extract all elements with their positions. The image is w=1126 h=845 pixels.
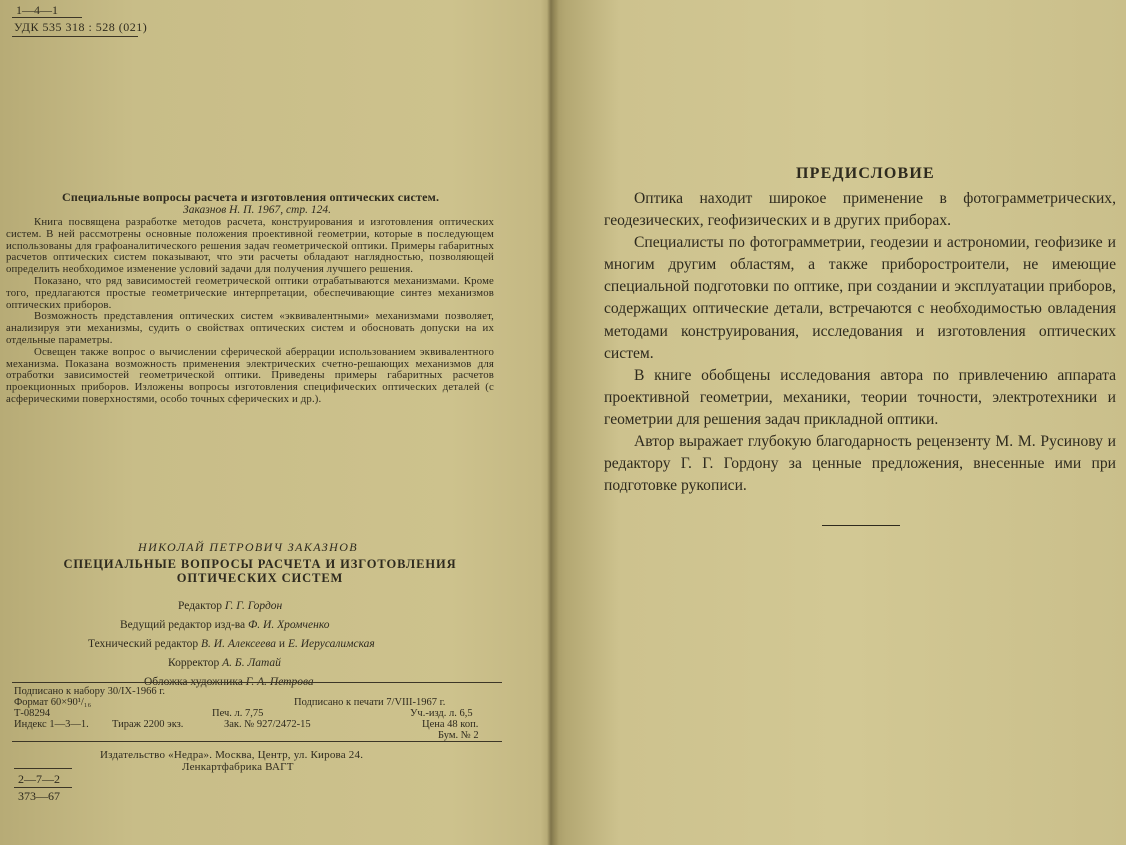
publisher: Издательство «Недра». Москва, Центр, ул. Кирова 24. xyxy=(100,749,364,761)
abstract-paragraph: Показано, что ряд зависимостей геометрической оптики отрабатываются механизмами. Кроме того, предлагаются простые геометрические интерпретации, обеспечивающие синтез механизмов оптических приборов. xyxy=(6,274,494,311)
imprint-order: Зак. № 927/2472-15 xyxy=(224,719,311,730)
udk-rule-bottom xyxy=(12,36,138,37)
credit-cover-artist: Обложка художника Г. А. Петрова xyxy=(144,676,314,688)
imprint-signed-print: Подписано к печати 7/VIII-1967 г. xyxy=(294,697,446,708)
imprint-paper: Бум. № 2 xyxy=(438,730,479,741)
abstract-paragraph: Возможность представления оптических систем «эквивалентными» механизмами позволяет, анализируя эти механизмы, судить о свойствах оптических систем и обосновать допуски на их отдельные параметры. xyxy=(6,310,494,346)
bottom-code-rule-mid xyxy=(14,787,72,788)
abstract-citation: Заказнов Н. П. 1967, стр. 124. xyxy=(183,204,331,216)
bottom-code-2: 373—67 xyxy=(18,789,60,803)
imprint-typeset: Подписано к набору 30/IX-1966 г. xyxy=(14,686,166,697)
book-title-line: СПЕЦИАЛЬНЫЕ ВОПРОСЫ РАСЧЕТА И ИЗГОТОВЛЕНИЯ xyxy=(63,557,457,571)
abstract-paragraph: Освещен также вопрос о вычислении сферической аберрации использованием эквивалентного механизма. Показана возможность применения электрических счетно-решающих механизмов для отработки зависимостей геометрической оптики. Приведены примеры габаритных расчетов проекционных приборов. Изложены вопросы изготовления специфических оптических деталей (с асферическими поверхностями, особо точных сферических и др.). xyxy=(6,345,494,405)
preface-paragraph: В книге обобщены исследования автора по привлечению аппарата проективной геометрии, механики, теории точности, электротехники и геометрии для решения задач прикладной оптики. xyxy=(604,366,1116,428)
preface-paragraph: Оптика находит широкое применение в фотограмметрических, геодезических, геофизических и в других приборах. xyxy=(604,190,1116,230)
preface-paragraph: Специалисты по фотограмметрии, геодезии и астрономии, геофизике и многим другим областям, а также приборостроители, не имеющие специальной подготовки по оптике, при создании и эксплуатации приборов, содержащих оптические детали, встречаются с необходимостью овладения методами конструирования, исследования и изготовления оптических систем. xyxy=(604,234,1116,362)
abstract-paragraph: Книга посвящена разработке методов расчета, конструирования и изготовления оптических систем. В ней рассмотрены основные положения проективной геометрии, которые в последующем использованы для графоаналитического решения задач геометрической оптики. Примеры габаритных расчетов оптических систем показывают, что эти расчеты обладают наглядностью, позволяющей определить необходимое изменение условий задачи для получения лучшего решения. xyxy=(6,216,494,276)
abstract-body xyxy=(6,217,494,406)
imprint-block xyxy=(12,682,502,742)
bottom-code-1: 2—7—2 xyxy=(18,772,60,786)
printer: Ленкартфабрика ВАГТ xyxy=(182,761,294,773)
imprint-print-run: Тираж 2200 экз. xyxy=(112,719,184,730)
imprint-t-code: Т-08294 xyxy=(14,708,51,719)
preface-title: ПРЕДИСЛОВИЕ xyxy=(796,165,935,182)
right-page xyxy=(556,0,1126,845)
bottom-code-rule-top xyxy=(14,768,72,769)
credit-tech-editors: Технический редактор В. И. Алексеева и Е. Иерусалимская xyxy=(88,638,375,650)
imprint-price: Цена 48 коп. xyxy=(422,719,479,730)
udk-rule-top xyxy=(12,17,82,18)
abstract-title: Специальные вопросы расчета и изготовления оптических систем. xyxy=(62,190,440,204)
imprint-index: Индекс 1—3—1. xyxy=(14,719,89,730)
left-page xyxy=(0,0,552,845)
imprint-format: Формат 60×90¹/₁₆ xyxy=(14,697,92,708)
top-code: 1—4—1 xyxy=(16,3,58,17)
credit-editor: Редактор Г. Г. Гордон xyxy=(178,600,283,612)
preface-body xyxy=(604,188,1116,497)
imprint-sheets: Печ. л. 7,75 xyxy=(212,708,264,719)
book-title xyxy=(60,557,460,585)
udk-code: УДК 535 318 : 528 (021) xyxy=(14,20,148,34)
book-title-line: ОПТИЧЕСКИХ СИСТЕМ xyxy=(176,571,344,585)
author-name: НИКОЛАЙ ПЕТРОВИЧ ЗАКАЗНОВ xyxy=(138,540,359,554)
imprint-pub-sheets: Уч.-изд. л. 6,5 xyxy=(410,708,473,719)
credit-corrector: Корректор А. Б. Латай xyxy=(168,657,281,669)
preface-end-rule xyxy=(822,525,900,526)
credit-lead-editor: Ведущий редактор изд-ва Ф. И. Хромченко xyxy=(120,619,330,631)
preface-paragraph: Автор выражает глубокую благодарность рецензенту М. М. Русинову и редактору Г. Г. Гордону за ценные предложения, внесенные ими при подготовке рукописи. xyxy=(604,433,1116,495)
